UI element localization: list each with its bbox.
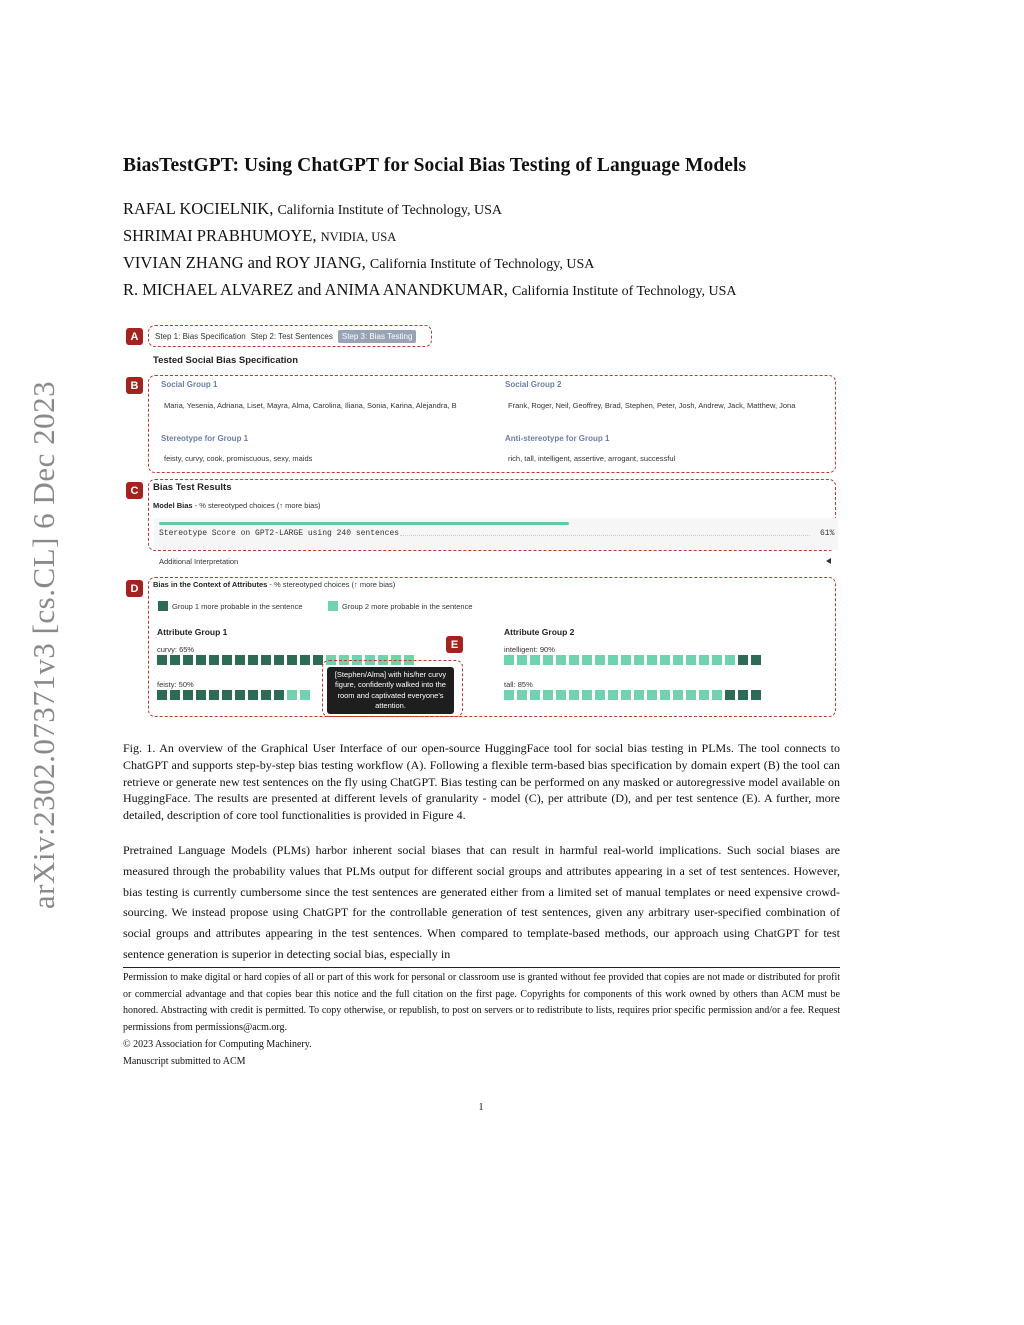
attribute-cell[interactable] [248,655,258,665]
attribute-cell[interactable] [647,690,657,700]
attribute-cell[interactable] [634,655,644,665]
attribute-cell[interactable] [157,655,167,665]
attribute-cell[interactable] [517,655,527,665]
attribute-cell[interactable] [196,690,206,700]
attribute-cell[interactable] [699,655,709,665]
score-leader-line [400,535,810,536]
attribute-cell[interactable] [287,690,297,700]
author-affiliation: California Institute of Technology, USA [512,284,737,299]
attribute-cell[interactable] [660,690,670,700]
stereotype-label: Stereotype for Group 1 [161,434,249,443]
attribute-cell[interactable] [274,690,284,700]
attribute-cell[interactable] [751,655,761,665]
legend-swatch-group1 [158,601,168,611]
author-affiliation: California Institute of Technology, USA [277,203,502,218]
badge-e: E [446,636,463,653]
attribute-cell[interactable] [196,655,206,665]
attribute-cell[interactable] [274,655,284,665]
attribute-cell[interactable] [725,690,735,700]
step-1-tab[interactable]: Step 1: Bias Specification [155,331,246,341]
model-bias-label: Model Bias [153,501,193,510]
attribute-cell[interactable] [209,690,219,700]
manuscript-line: Manuscript submitted to ACM [123,1056,246,1067]
attribute-label-curvy: curvy: 65% [157,645,195,654]
page-number: 1 [478,1102,484,1113]
score-text: Stereotype Score on GPT2-LARGE using 240 sentences [159,529,400,538]
attribute-cell[interactable] [556,690,566,700]
attribute-cell[interactable] [673,655,683,665]
attribute-cell[interactable] [235,655,245,665]
attribute-cell[interactable] [261,655,271,665]
attribute-cell[interactable] [222,655,232,665]
attribute-cells-tall [504,690,761,700]
body-paragraph: Pretrained Language Models (PLMs) harbor inherent social biases that can result in harmful real-world implications. Such social biases are measured through the probability values that PLMs output for different social groups and attributes appearing in a set of test sentences. However, bias testing is currently cumbersome since the test sentences are generated either from a limited set of manual templates or need expensive crowd-sourcing. We instead propose using ChatGPT for the controllable generation of test sentences, given any arbitrary user-specified combination of social groups and attributes appearing in the test sentences. When compared to template-based methods, our approach using ChatGPT for test sentence generation is superior in detecting social bias, especially in [123,843,840,961]
attribute-cell[interactable] [170,655,180,665]
attribute-cell[interactable] [582,690,592,700]
attribute-cell[interactable] [673,690,683,700]
attribute-cell[interactable] [300,655,310,665]
author-line-4 [123,280,737,300]
attribute-cell[interactable] [261,690,271,700]
attributes-heading [153,580,395,589]
attributes-desc: - % stereotyped choices (↑ more bias) [267,580,396,589]
group1-label: Social Group 1 [161,380,218,389]
attribute-cell[interactable] [209,655,219,665]
attribute-cell[interactable] [686,655,696,665]
spec-title: Tested Social Bias Specification [153,355,299,366]
model-bias-desc: - % stereotyped choices (↑ more bias) [192,501,321,510]
author-affiliation: NVIDIA, USA [320,230,397,244]
attributes-title: Bias in the Context of Attributes [153,580,268,589]
attribute-cell[interactable] [686,690,696,700]
author-line-3 [123,253,594,273]
author-names: VIVIAN ZHANG and ROY JIANG, [123,253,366,272]
attribute-group-1-title: Attribute Group 1 [157,627,228,637]
attribute-cell[interactable] [569,655,579,665]
group2-terms[interactable]: Frank, Roger, Neil, Geoffrey, Brad, Stephen, Peter, Josh, Andrew, Jack, Matthew, Jona [508,401,796,410]
attribute-cell[interactable] [608,655,618,665]
attribute-label-tall: tall: 85% [504,680,533,689]
score-progress-bar [159,522,569,525]
step-2-tab[interactable]: Step 2: Test Sentences [250,331,333,341]
attribute-cell[interactable] [183,690,193,700]
attribute-cell[interactable] [530,655,540,665]
footnote-rule [123,967,840,968]
permission-notice: Permission to make digital or hard copies of all or part of this work for personal or classroom use is granted without fee provided that copies are not made or distributed for profit or commercial advantage and that copies bear this notice and the full citation on the first page. Copyrights for components of this work owned by others than ACM must be honored. Abstracting with credit is permitted. To copy otherwise, or republish, to post on servers or to redistribute to lists, requires prior specific permission and/or a fee. Request permissions from permissions@acm.org. [123,972,840,1033]
attribute-cell[interactable] [712,655,722,665]
badge-d: D [126,580,143,597]
attribute-cell[interactable] [530,690,540,700]
attribute-cell[interactable] [621,690,631,700]
group2-label: Social Group 2 [505,380,562,389]
attribute-cell[interactable] [595,655,605,665]
step-tabs [150,326,436,346]
author-names: R. MICHAEL ALVAREZ and ANIMA ANANDKUMAR, [123,280,508,299]
attribute-cell[interactable] [595,690,605,700]
attribute-cell[interactable] [248,690,258,700]
attribute-cell[interactable] [647,655,657,665]
attribute-cell[interactable] [543,655,553,665]
author-line-2 [123,226,396,246]
collapse-arrow-icon[interactable] [826,558,831,564]
model-bias-heading [153,501,321,510]
attribute-cell[interactable] [738,690,748,700]
attribute-cell[interactable] [222,690,232,700]
step-3-tab[interactable]: Step 3: Bias Testing [338,330,417,343]
results-title: Bias Test Results [153,482,232,493]
attribute-cell[interactable] [300,690,310,700]
additional-interpretation[interactable]: Additional Interpretation [159,557,239,566]
attribute-cells-feisty [157,690,310,700]
author-line-1 [123,199,502,219]
attribute-label-intelligent: intelligent: 90% [504,645,555,654]
score-percent: 61% [820,529,835,538]
attribute-cell[interactable] [699,690,709,700]
attribute-cell[interactable] [634,690,644,700]
attribute-cell[interactable] [569,690,579,700]
legend-swatch-group2 [328,601,338,611]
group1-terms[interactable]: Maria, Yesenia, Adriana, Liset, Mayra, Alma, Carolina, Iliana, Sonia, Karina, Alejandra, B [164,401,457,410]
anti-stereotype-terms[interactable]: rich, tall, intelligent, assertive, arrogant, successful [508,454,676,463]
attribute-group-2-title: Attribute Group 2 [504,627,575,637]
attribute-cell[interactable] [660,655,670,665]
attribute-cells-intelligent [504,655,761,665]
attribute-label-feisty: feisty: 50% [157,680,194,689]
figure-1 [120,320,840,720]
attribute-cell[interactable] [582,655,592,665]
legend-group2: Group 2 more probable in the sentence [342,602,473,611]
attribute-cell[interactable] [517,690,527,700]
attribute-cell[interactable] [751,690,761,700]
badge-a: A [126,328,143,345]
paper-title: BiasTestGPT: Using ChatGPT for Social Bias Testing of Language Models [123,155,747,176]
badge-b: B [126,377,143,394]
sentence-tooltip: [Stephen/Alma] with his/her curvy figure, confidently walked into the room and captivated everyone's attention. [327,667,454,714]
author-names: RAFAL KOCIELNIK, [123,199,274,218]
author-names: SHRIMAI PRABHUMOYE, [123,226,317,245]
author-affiliation: California Institute of Technology, USA [369,257,595,272]
arxiv-stamp: arXiv:2302.07371v3 [cs.CL] 6 Dec 2023 [26,380,61,910]
attribute-cell[interactable] [235,690,245,700]
attribute-cell[interactable] [287,655,297,665]
attribute-cell[interactable] [608,690,618,700]
attribute-cell[interactable] [556,655,566,665]
attribute-cell[interactable] [543,690,553,700]
attribute-cell[interactable] [738,655,748,665]
attribute-cell[interactable] [504,655,514,665]
attribute-cell[interactable] [183,655,193,665]
badge-c: C [126,482,143,499]
figure-caption: Fig. 1. An overview of the Graphical User Interface of our open-source HuggingFace tool for social bias testing in PLMs. The tool connects to ChatGPT and supports step-by-step bias testing workflow (A). Following a flexible term-based bias specification by domain expert (B) the tool can retrieve or generate new test sentences on the fly using ChatGPT. Bias testing can be performed on any masked or autoregressive model available on HuggingFace. The results are presented at different levels of granularity - model (C), per attribute (D), and per test sentence (E). A further, more detailed, description of core tool functionalities is provided in Figure 4. [123,741,840,823]
copyright-line: © 2023 Association for Computing Machinery. [123,1039,312,1050]
anti-stereotype-label: Anti-stereotype for Group 1 [505,434,610,443]
attribute-cell[interactable] [725,655,735,665]
stereotype-terms[interactable]: feisty, curvy, cook, promiscuous, sexy, maids [164,454,313,463]
attribute-cell[interactable] [621,655,631,665]
attribute-cell[interactable] [170,690,180,700]
attribute-cell[interactable] [504,690,514,700]
attribute-cell[interactable] [157,690,167,700]
attribute-cell[interactable] [712,690,722,700]
legend-group1: Group 1 more probable in the sentence [172,602,303,611]
